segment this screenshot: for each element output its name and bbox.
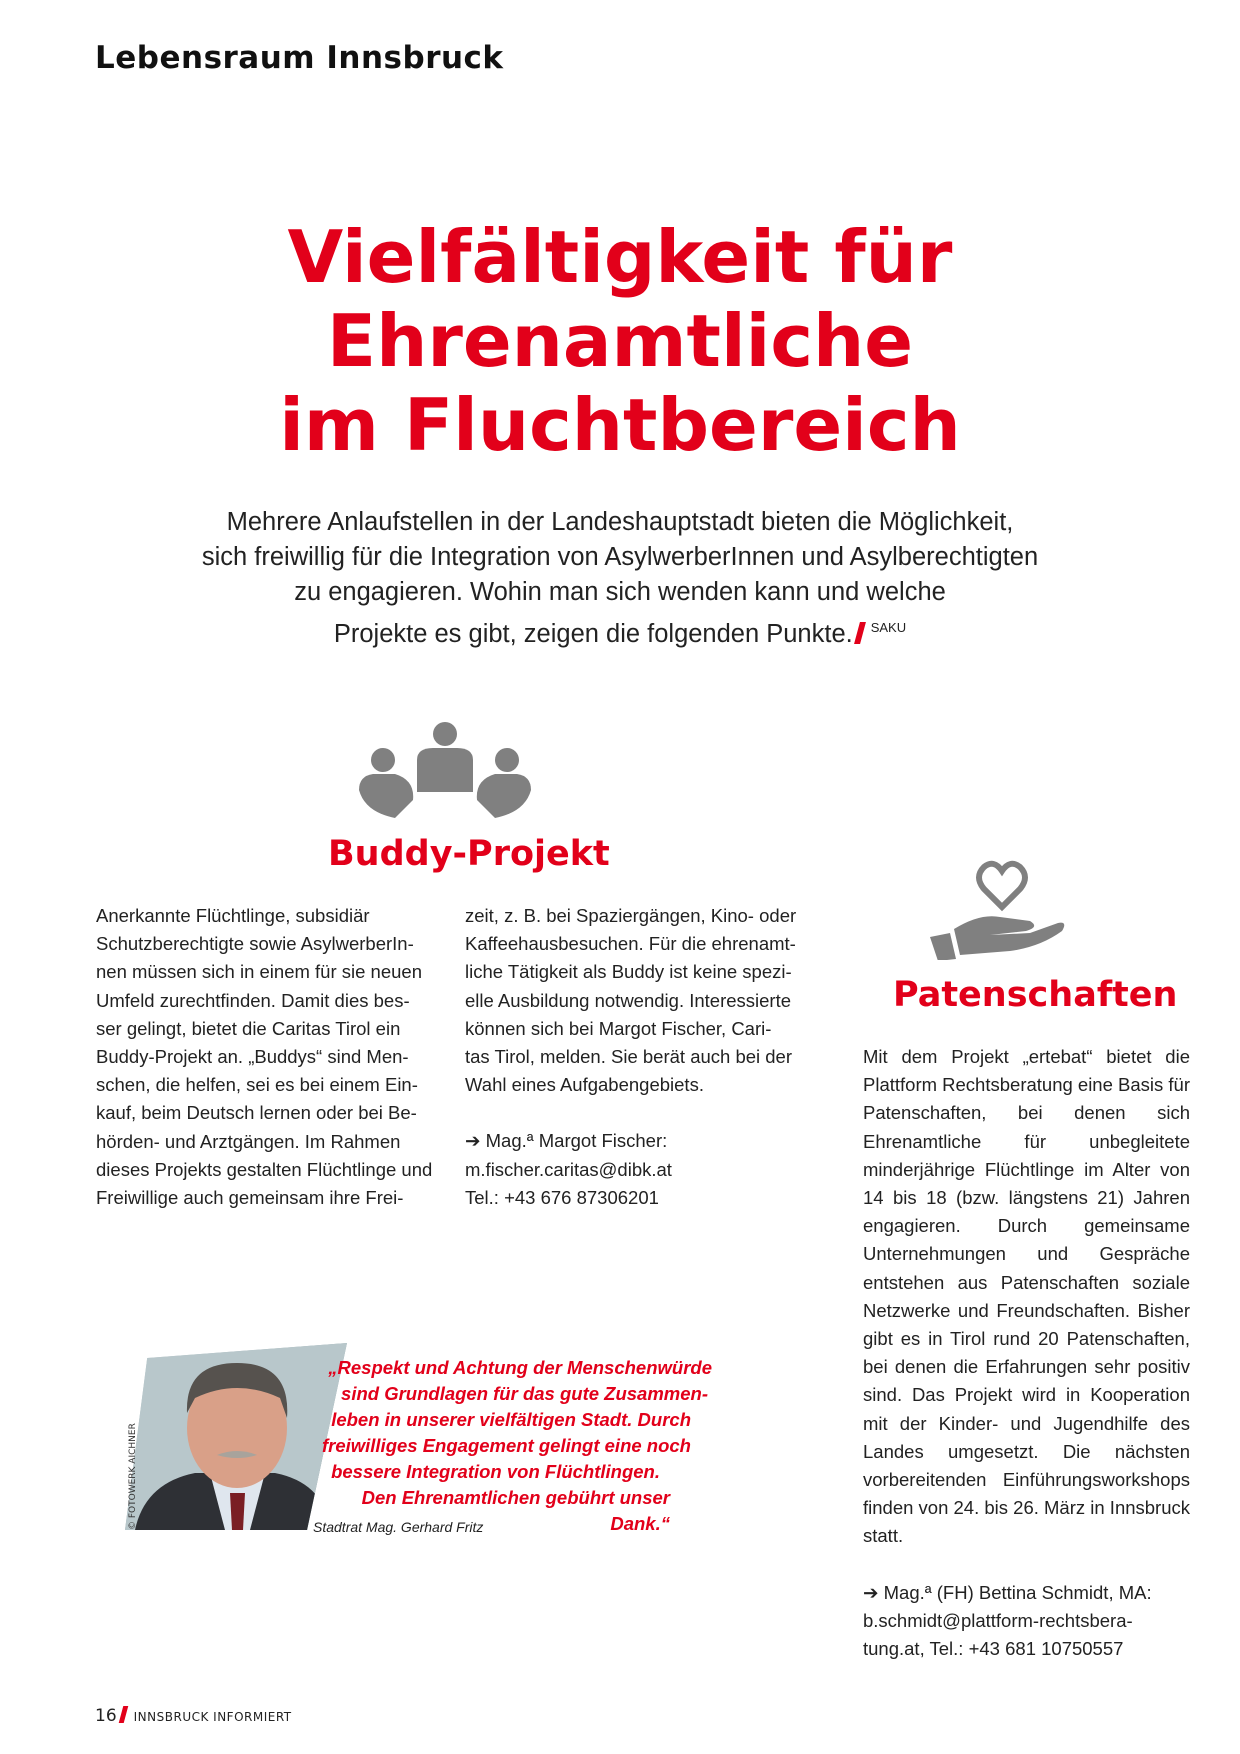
buddy-contact xyxy=(465,1127,805,1212)
email-link[interactable]: m.fischer.caritas@dibk.at xyxy=(465,1158,672,1180)
text-line: Tel.: +43 676 87306201 xyxy=(465,1186,659,1208)
page-number: 16 xyxy=(95,1706,117,1726)
publication-name: INNSBRUCK INFORMIERT xyxy=(133,1710,292,1724)
intro-line: Projekte es gibt, zeigen die folgenden Punkte. xyxy=(333,620,853,648)
text-line: können sich bei Margot Fischer, Cari- xyxy=(465,1017,772,1039)
paten-contact xyxy=(863,1579,1190,1664)
text-line: Den Ehrenamtlichen gebührt unser Dank.“ xyxy=(361,1487,670,1534)
people-group-icon xyxy=(355,720,535,824)
email-link[interactable]: b.schmidt@plattform-rechtsbera- xyxy=(863,1609,1133,1631)
text-line: zeit, z. B. bei Spaziergängen, Kino- oder xyxy=(465,905,797,926)
text-line: nen müssen sich in einem für sie neuen xyxy=(96,961,422,983)
text-line: bessere Integration von Flüchtlingen. xyxy=(331,1461,660,1482)
buddy-heading: Buddy-Projekt xyxy=(328,834,610,874)
intro-line: sich freiwillig für die Integration von AsylwerberInnen und Asylberechtigten xyxy=(201,543,1039,571)
buddy-column-1 xyxy=(96,902,441,1212)
text-line: tung.at, Tel.: +43 681 10750557 xyxy=(863,1638,1124,1660)
text-line: Buddy-Projekt an. „Buddys“ sind Men- xyxy=(96,1046,409,1068)
intro-line: Mehrere Anlaufstellen in der Landeshauptstadt bieten die Möglichkeit, xyxy=(226,508,1014,536)
heart-in-hand-icon xyxy=(930,855,1070,964)
text-line: Schutzberechtigte sowie AsylwerberIn- xyxy=(96,933,414,955)
text-line: liche Tätigkeit als Buddy ist keine spezi- xyxy=(465,961,792,983)
title-line: im Fluchtbereich xyxy=(279,383,961,467)
quote-author: Stadtrat Mag. Gerhard Fritz xyxy=(313,1519,484,1535)
text-line: ➔ Mag.ª Margot Fischer: xyxy=(465,1130,668,1152)
text-line: tas Tirol, melden. Sie berät auch bei der xyxy=(465,1046,793,1068)
title-line: Vielfältigkeit für xyxy=(287,215,953,299)
text-line: kauf, beim Deutsch lernen oder bei Be- xyxy=(96,1102,417,1124)
text-line: Kaffeehausbesuchen. Für die ehrenamt- xyxy=(465,933,796,955)
page-footer xyxy=(95,1706,292,1726)
text-line: Wahl eines Aufgabengebiets. xyxy=(465,1074,704,1096)
text-line: Freiwillige auch gemeinsam ihre Frei- xyxy=(96,1187,404,1209)
text-line: freiwilliges Engagement gelingt eine noch xyxy=(321,1435,691,1456)
buddy-column-2 xyxy=(465,902,805,1212)
patenschaften-column xyxy=(863,1043,1190,1663)
text-line: Umfeld zurechtfinden. Damit dies bes- xyxy=(96,989,410,1011)
patenschaften-text: Mit dem Projekt „ertebat“ bietet die Plattform Rechtsberatung eine Basis für Patenschaften, bei denen sich Ehrenamtliche für unbegleitete minderjährige Flüchtlinge im Alter von 14 bis 18 (bzw. längstens 21) Jahren engagieren. Durch gemeinsame Unternehmungen und Gespräche entstehen aus Patenschaften soziale Netzwerke und Freundschaften. Bisher gibt es in Tirol rund 20 Patenschaften, bei denen die Erfahrungen sehr positiv sind. Das Projekt wird in Kooperation mit der Kinder- und Jugendhilfe des Landes umgesetzt. Die nächsten vorbereitenden Einführungsworkshops finden von 24. bis 26. März in Innsbruck statt. xyxy=(863,1046,1191,1547)
text-line: ser gelingt, bietet die Caritas Tirol ein xyxy=(96,1017,401,1039)
text-line: ➔ Mag.ª (FH) Bettina Schmidt, MA: xyxy=(863,1581,1152,1603)
title-line: Ehrenamtliche xyxy=(326,299,914,383)
intro-line: zu engagieren. Wohin man sich wenden kann und welche xyxy=(294,578,946,606)
photo-credit: © FOTOWERK AICHNER xyxy=(128,1423,138,1530)
text-line: hörden- und Arztgängen. Im Rahmen xyxy=(96,1130,401,1152)
article-intro xyxy=(150,505,1090,652)
text-line: Anerkannte Flüchtlinge, subsidiär xyxy=(96,905,370,926)
author-signature: SAKU xyxy=(870,620,907,635)
patenschaften-heading: Patenschaften xyxy=(893,975,1178,1015)
slash-mark xyxy=(854,622,866,644)
slash-mark xyxy=(118,1706,128,1723)
section-header: Lebensraum Innsbruck xyxy=(95,40,504,76)
text-line: schen, die helfen, sei es bei einem Ein- xyxy=(96,1074,418,1096)
article-title xyxy=(0,215,1240,467)
text-line: „Respekt und Achtung der Menschenwürde xyxy=(328,1357,712,1378)
text-line: dieses Projekts gestalten Flüchtlinge und xyxy=(96,1158,433,1180)
quote xyxy=(300,1355,720,1537)
text-line: sind Grundlagen für das gute Zusammen- xyxy=(341,1383,708,1404)
text-line: elle Ausbildung notwendig. Interessierte xyxy=(465,989,792,1011)
text-line: leben in unserer vielfältigen Stadt. Durch xyxy=(331,1409,691,1430)
